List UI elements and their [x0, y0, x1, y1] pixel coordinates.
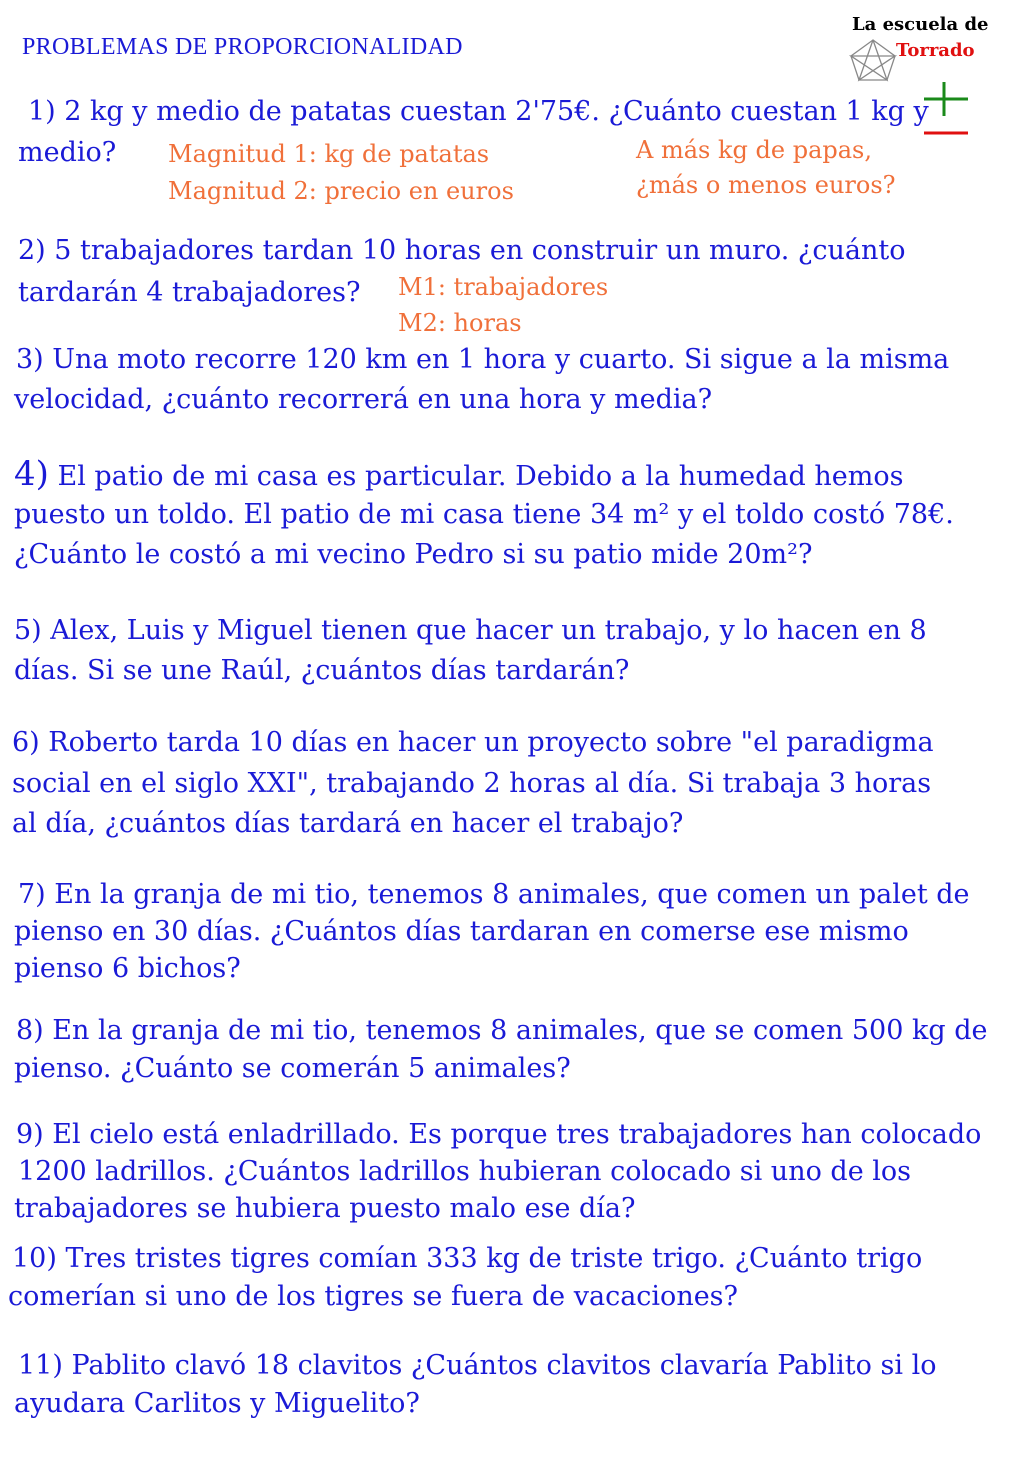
- problem-10-line-1: 10) Tres tristes tigres comían 333 kg de triste trigo. ¿Cuánto trigo: [12, 1243, 923, 1274]
- problem-8-line-1: 8) En la granja de mi tio, tenemos 8 animales, que se comen 500 kg de: [16, 1015, 988, 1046]
- problem-7-line-3: pienso 6 bichos?: [14, 953, 241, 984]
- problem-8-line-2: pienso. ¿Cuánto se comerán 5 animales?: [14, 1053, 571, 1084]
- problem-1-note-magnitude-2: Magnitud 2: precio en euros: [168, 177, 514, 205]
- problem-5-line-1: 5) Alex, Luis y Miguel tienen que hacer un trabajo, y lo hacen en 8: [14, 615, 927, 646]
- problem-6-line-1: 6) Roberto tarda 10 días en hacer un proyecto sobre "el paradigma: [12, 727, 934, 758]
- problem-10-line-2: comerían si uno de los tigres se fuera de vacaciones?: [8, 1281, 739, 1312]
- problem-11-line-1: 11) Pablito clavó 18 clavitos ¿Cuántos clavitos clavaría Pablito si lo: [18, 1350, 937, 1381]
- logo-text-line1: La escuela de: [852, 14, 989, 35]
- problem-3-line-2: velocidad, ¿cuánto recorrerá en una hora y media?: [14, 384, 713, 415]
- problem-1-line-1: 1) 2 kg y medio de patatas cuestan 2'75€. ¿Cuánto cuestan 1 kg y: [28, 96, 929, 127]
- page-title: PROBLEMAS DE PROPORCIONALIDAD: [22, 34, 463, 60]
- problem-2-note-magnitude-2: M2: horas: [398, 309, 522, 337]
- problem-1-note-question-1: A más kg de papas,: [636, 136, 872, 164]
- problem-4-line-1: [14, 454, 903, 497]
- problem-2-note-magnitude-1: M1: trabajadores: [398, 273, 609, 301]
- problem-1-note-magnitude-1: Magnitud 1: kg de patatas: [168, 140, 490, 168]
- problem-6-line-2: social en el siglo XXI", trabajando 2 horas al día. Si trabaja 3 horas: [12, 768, 932, 799]
- problem-4-text: El patio de mi casa es particular. Debido a la humedad hemos: [57, 461, 904, 492]
- problem-5-line-2: días. Si se une Raúl, ¿cuántos días tardarán?: [14, 655, 630, 686]
- problem-9-line-3: trabajadores se hubiera puesto malo ese día?: [14, 1193, 636, 1224]
- problem-11-line-2: ayudara Carlitos y Miguelito?: [14, 1388, 420, 1419]
- problem-7-line-2: pienso en 30 días. ¿Cuántos días tardaran en comerse ese mismo: [14, 916, 909, 947]
- problem-3-line-1: 3) Una moto recorre 120 km en 1 hora y cuarto. Si sigue a la misma: [16, 344, 950, 375]
- problem-1-line-2: medio?: [18, 137, 117, 168]
- problem-9-line-2: 1200 ladrillos. ¿Cuántos ladrillos hubieran colocado si uno de los: [18, 1156, 912, 1187]
- problem-7-line-1: 7) En la granja de mi tio, tenemos 8 animales, que comen un palet de: [18, 879, 970, 910]
- problem-4-line-3: ¿Cuánto le costó a mi vecino Pedro si su patio mide 20m²?: [14, 539, 813, 570]
- problem-4-number: 4): [14, 454, 49, 494]
- problem-9-line-1: 9) El cielo está enladrillado. Es porque tres trabajadores han colocado: [16, 1119, 982, 1150]
- problem-6-line-3: al día, ¿cuántos días tardará en hacer el trabajo?: [12, 808, 684, 839]
- logo-text-line2: Torrado: [896, 40, 975, 61]
- pentagram-logo-icon: [848, 38, 898, 82]
- problem-2-line-2: tardarán 4 trabajadores?: [18, 277, 361, 308]
- problem-4-line-2: puesto un toldo. El patio de mi casa tiene 34 m² y el toldo costó 78€.: [14, 499, 954, 530]
- problem-2-line-1: 2) 5 trabajadores tardan 10 horas en construir un muro. ¿cuánto: [18, 235, 906, 266]
- problem-1-note-question-2: ¿más o menos euros?: [636, 171, 896, 199]
